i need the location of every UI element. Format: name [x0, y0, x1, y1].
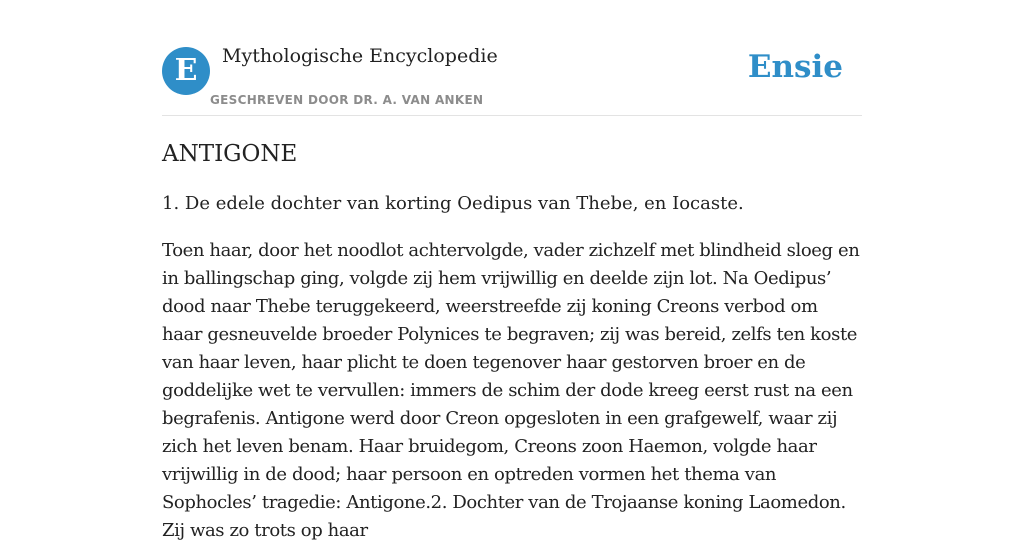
header: [162, 0, 862, 116]
article: [162, 138, 862, 545]
book-title-link[interactable]: Mythologische Encyclopedie: [222, 45, 498, 67]
author-byline: GESCHREVEN DOOR DR. A. VAN ANKEN: [210, 93, 484, 107]
entry-body: Toen haar, door het noodlot achtervolgde, vader zichzelf met blindheid sloeg en in ballingschap ging, volgde zij hem vrijwillig en deelde zijn lot. Na Oedipus’ dood naar Thebe teruggekeerd, weerstreefde zij koning Creons verbod om haar gesneuvelde broeder Polynices te begraven; zij was bereid, zelfs ten koste van haar leven, haar plicht te doen tegenover haar gestorven broer en de goddelijke wet te vervullen: immers de schim der dode kreeg eerst rust na een begrafenis. Antigone werd door Creon opgesloten in een grafgewelf, waar zij zich het leven benam. Haar bruidegom, Creons zoon Haemon, volgde haar vrijwillig in de dood; haar persoon en optreden vormen het thema van Sophocles’ tragedie: Antigone.2. Dochter van de Trojaanse koning Laomedon. Zij was zo trots op haar: [162, 240, 860, 541]
encyclopedia-logo[interactable]: E: [162, 47, 210, 95]
entry-lead: 1. De edele dochter van korting Oedipus van Thebe, en Iocaste.: [162, 193, 744, 214]
ensie-brand-logo[interactable]: Ensie: [747, 49, 843, 85]
entry-title: ANTIGONE: [162, 141, 298, 167]
